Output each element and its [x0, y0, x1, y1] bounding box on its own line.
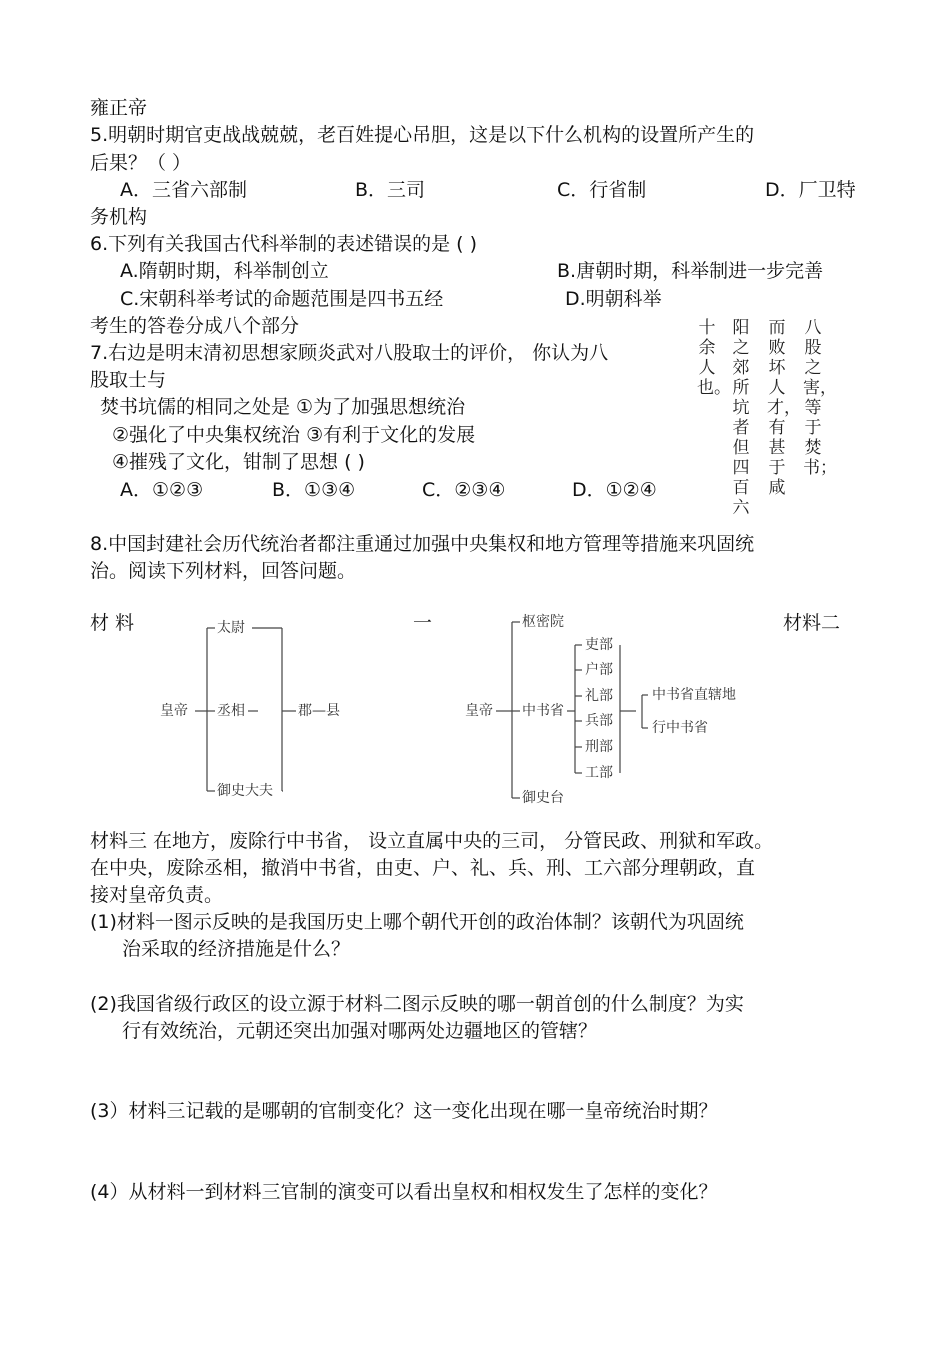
d2-ministry: 兵部 [585, 713, 613, 729]
d2-ministry: 礼部 [585, 688, 613, 704]
quote-column-3: 阳之郊所坑者但四百六 [732, 318, 750, 518]
d2-ministry: 刑部 [585, 739, 613, 755]
d2-local-province: 行中书省 [652, 720, 708, 736]
q5-option-b: B．三司 [355, 179, 426, 201]
q8-sub1-line2: 治采取的经济措施是什么？ [122, 938, 351, 960]
d2-yushitai: 御史台 [522, 790, 564, 806]
q8-sub2-line2: 行有效统治，元朝还突出加强对哪两处边疆地区的管辖？ [122, 1020, 598, 1042]
q4-answer-tail: 雍正帝 [90, 97, 148, 119]
material1-label-number: 一 [413, 612, 433, 634]
q7-option-b: B．①③④ [272, 479, 356, 501]
q5-option-c: C．行省制 [557, 179, 647, 201]
q6-option-a: A.隋朝时期，科举制创立 [120, 260, 329, 282]
d2-local-direct: 中书省直辖地 [652, 687, 736, 703]
q6-option-d: D.明朝科举 [565, 288, 662, 310]
q8-stem-line1: 8.中国封建社会历代统治者都注重通过加强中央集权和地方管理等措施来巩固统 [90, 533, 755, 555]
q7-option-d: D．①②④ [572, 479, 657, 501]
quote-column-2: 而败坏人才，有甚于咸 [767, 318, 801, 498]
d2-zhongshusheng: 中书省 [522, 703, 564, 719]
q7-option-c: C．②③④ [422, 479, 506, 501]
q7-option-a: A．①②③ [120, 479, 204, 501]
material1-label: 材 料 [90, 612, 135, 634]
material2-label: 材料二 [783, 612, 841, 634]
d1-taiwei: 太尉 [217, 620, 245, 636]
q5-stem-line2: 后果？（ ） [90, 152, 192, 174]
q8-stem-line2: 治。阅读下列材料，回答问题。 [90, 560, 357, 582]
quote-column-1: 八股之害，等于焚书； [803, 318, 837, 478]
q6-option-d-continued: 考生的答卷分成八个部分 [90, 315, 300, 337]
d2-ministry: 户部 [585, 662, 613, 678]
q7-statement-line2: ②强化了中央集权统治 ③有利于文化的发展 [112, 424, 476, 446]
material3-line2: 在中央，废除丞相，撤消中书省，由吏、户、礼、兵、刑、工六部分理朝政，直 [90, 857, 756, 879]
material3-line3: 接对皇帝负责。 [90, 884, 224, 906]
q8-sub2-line1: (2)我国省级行政区的设立源于材料二图示反映的哪一朝首创的什么制度？为实 [90, 993, 744, 1015]
d2-shumiyuan: 枢密院 [522, 614, 564, 630]
d1-chengxiang: 丞相 [217, 703, 245, 719]
q7-stem-line1: 7.右边是明末清初思想家顾炎武对八股取士的评价， 你认为八 [90, 342, 609, 364]
q5-option-d-continued: 务机构 [90, 206, 148, 228]
q7-stem-line2: 股取士与 [90, 369, 167, 391]
q6-option-c: C.宋朝科举考试的命题范围是四书五经 [120, 288, 444, 310]
q8-sub4: (4）从材料一到材料三官制的演变可以看出皇权和相权发生了怎样的变化？ [90, 1181, 718, 1203]
q8-sub1-line1: (1)材料一图示反映的是我国历史上哪个朝代开创的政治体制？该朝代为巩固统 [90, 911, 744, 933]
q5-option-a: A．三省六部制 [120, 179, 247, 201]
q8-sub3: (3）材料三记载的是哪朝的官制变化？这一变化出现在哪一皇帝统治时期？ [90, 1100, 718, 1122]
material3-line1: 材料三 在地方，废除行中书省， 设立直属中央的三司， 分管民政、刑狱和军政。 [90, 830, 774, 852]
d1-jun-xian: 郡—县 [298, 703, 340, 719]
q7-statement-line3: ④摧残了文化，钳制了思想 ( ) [112, 451, 365, 473]
d1-yushi-dafu: 御史大夫 [217, 783, 273, 799]
d2-ministry: 工部 [585, 765, 613, 781]
q6-option-b: B.唐朝时期，科举制进一步完善 [557, 260, 824, 282]
d1-emperor: 皇帝 [160, 703, 188, 719]
q5-option-d: D．厂卫特 [765, 179, 856, 201]
q6-stem: 6.下列有关我国古代科举制的表述错误的是 ( ) [90, 233, 478, 255]
d2-emperor: 皇帝 [465, 703, 493, 719]
q5-stem-line1: 5.明朝时期官吏战战兢兢，老百姓提心吊胆，这是以下什么机构的设置所产生的 [90, 124, 755, 146]
d2-ministry: 吏部 [585, 637, 613, 653]
q7-stem-line3: 焚书坑儒的相同之处是 ①为了加强思想统治 [100, 396, 466, 418]
quote-column-4: 十余人也。 [697, 318, 731, 398]
